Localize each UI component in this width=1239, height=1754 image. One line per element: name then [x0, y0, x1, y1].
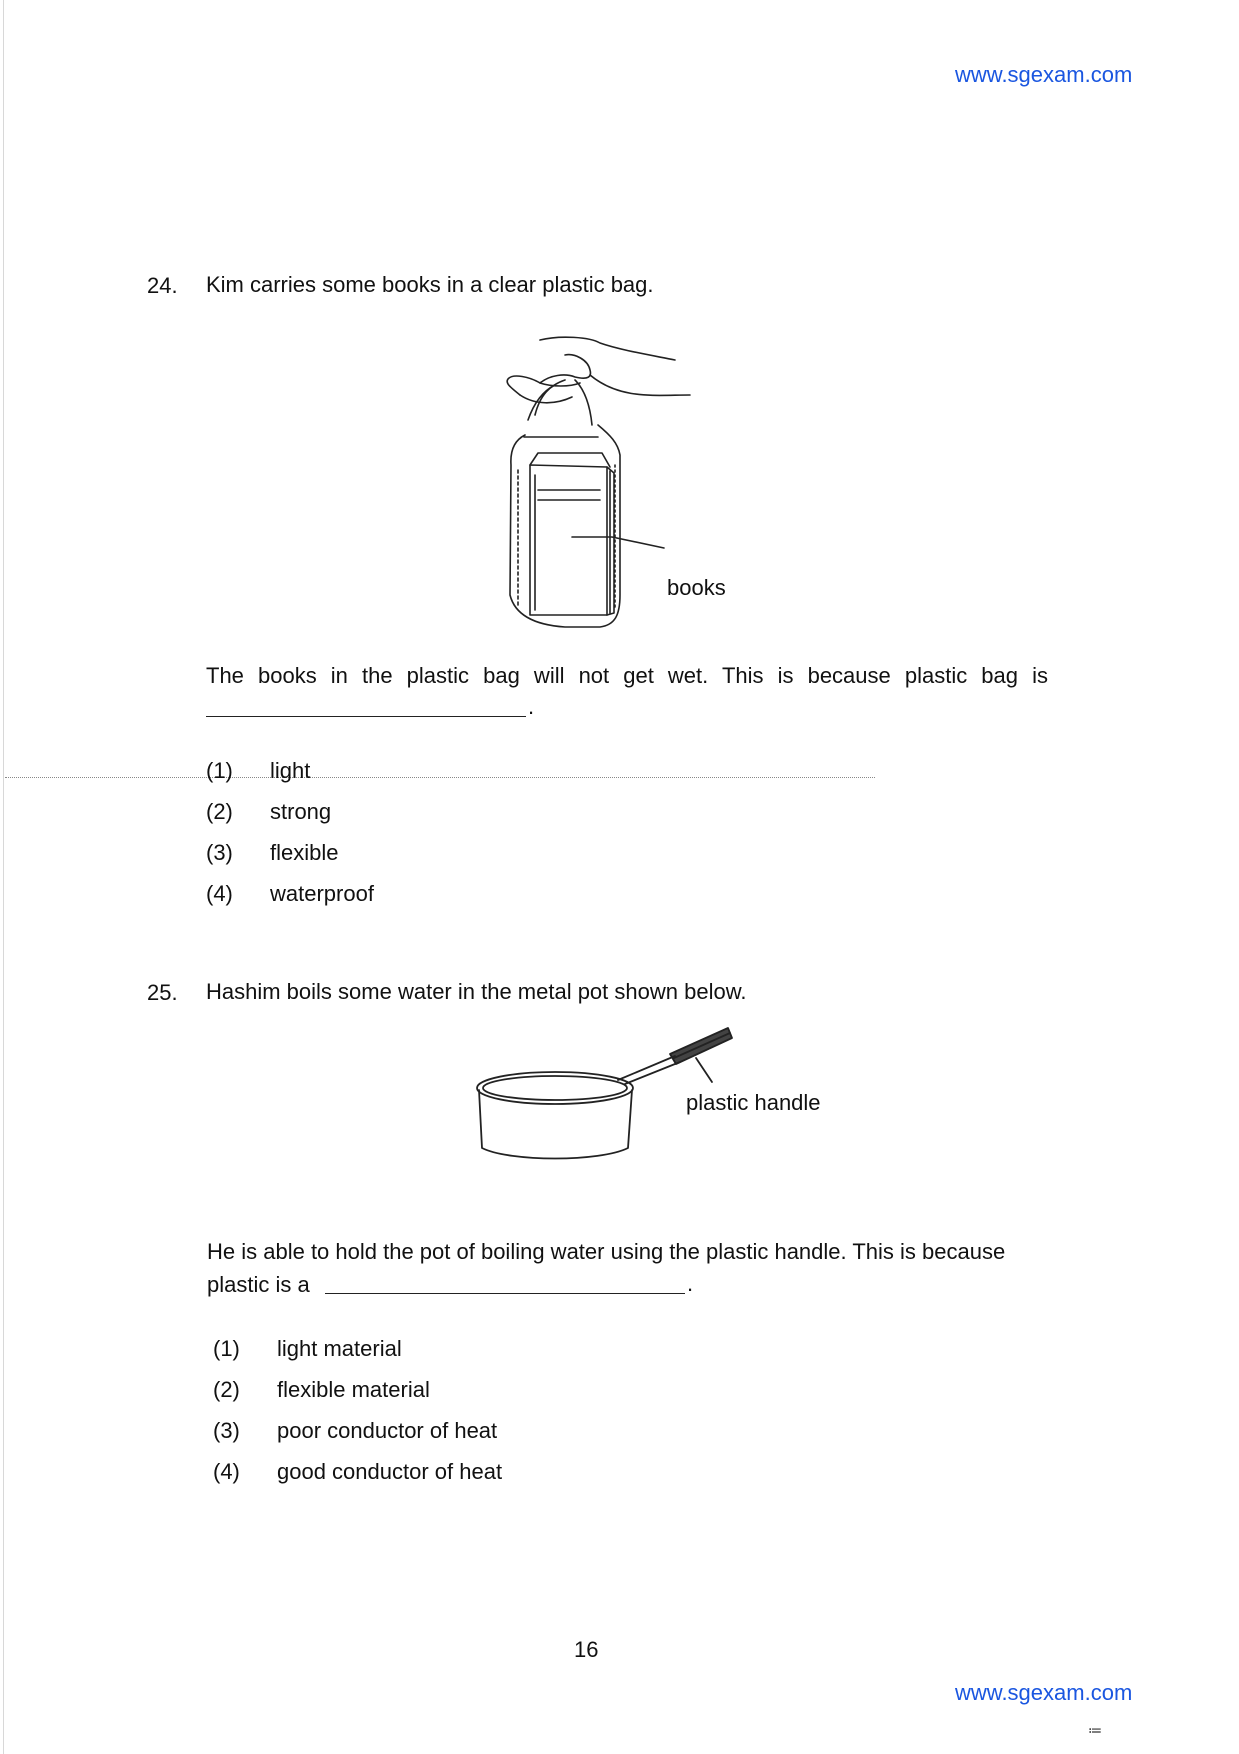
q24-period: . — [528, 694, 535, 719]
plastic-bag-figure — [480, 325, 770, 645]
plastic-handle-label: plastic handle — [686, 1090, 821, 1115]
option-number: (1) — [213, 1336, 240, 1361]
footer-url: www.sgexam.com — [955, 1680, 1133, 1705]
q24-stem: The books in the plastic bag will not get wet. This is because plastic bag is — [206, 663, 1048, 688]
header-url: www.sgexam.com — [955, 62, 1133, 87]
q25-prompt: Hashim boils some water in the metal pot shown below. — [206, 979, 747, 1004]
q24-option-1[interactable] — [206, 758, 310, 784]
option-text: flexible — [270, 840, 339, 865]
q24-option-4[interactable] — [206, 881, 374, 907]
q25-stem-line2: plastic is a — [207, 1272, 310, 1297]
option-number: (3) — [213, 1418, 240, 1443]
page-number: 16 — [574, 1637, 599, 1662]
q25-stem-line1: He is able to hold the pot of boiling water using the plastic handle. This is because — [207, 1239, 1006, 1264]
option-number: (4) — [206, 881, 233, 906]
option-number: (4) — [213, 1459, 240, 1484]
option-text: poor conductor of heat — [277, 1418, 498, 1443]
books-label: books — [667, 575, 726, 600]
option-number: (3) — [206, 840, 233, 865]
page-edge — [3, 0, 4, 1754]
q25-option-3[interactable] — [213, 1418, 497, 1444]
q24-option-3[interactable] — [206, 840, 338, 866]
scan-mark: ≔ — [1088, 1722, 1102, 1738]
option-text: waterproof — [270, 881, 374, 906]
option-text: light — [270, 758, 311, 783]
option-number: (2) — [206, 799, 233, 824]
scan-dotted-line — [5, 777, 875, 778]
option-text: light material — [277, 1336, 402, 1361]
option-number: (2) — [213, 1377, 240, 1402]
option-text: strong — [270, 799, 332, 824]
q25-answer-blank — [325, 1293, 685, 1294]
option-number: (1) — [206, 758, 233, 783]
q25-option-4[interactable] — [213, 1459, 502, 1485]
q24-option-2[interactable] — [206, 799, 331, 825]
q24-number: 24. — [147, 273, 178, 298]
option-text: good conductor of heat — [277, 1459, 503, 1484]
q25-period: . — [687, 1271, 694, 1296]
q25-option-2[interactable] — [213, 1377, 430, 1403]
q25-option-1[interactable] — [213, 1336, 402, 1362]
option-text: flexible material — [277, 1377, 430, 1402]
q24-prompt: Kim carries some books in a clear plastic bag. — [206, 272, 654, 297]
q25-number: 25. — [147, 980, 178, 1005]
q24-answer-blank — [206, 716, 526, 717]
